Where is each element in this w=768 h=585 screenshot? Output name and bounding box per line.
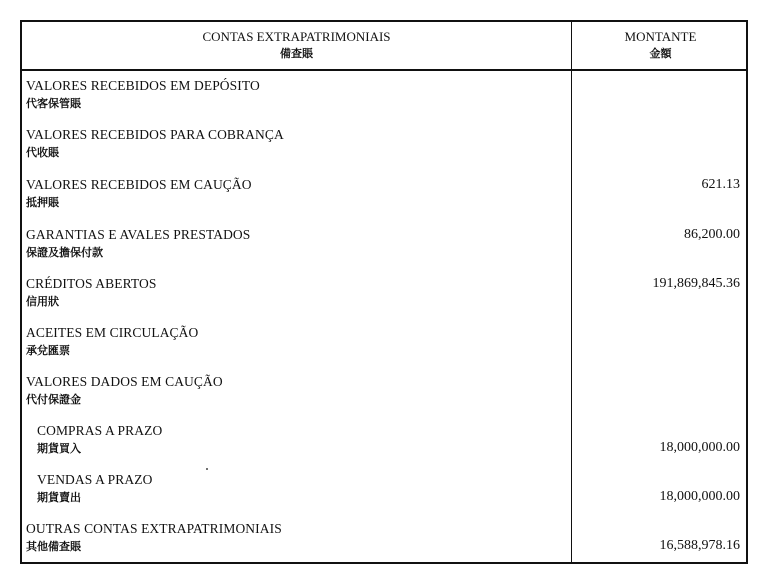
header-amount-label-pt: MONTANTE (624, 29, 697, 44)
table-row (22, 226, 746, 275)
account-label-pt: VENDAS A PRAZO (37, 472, 153, 487)
header-account-column (22, 28, 571, 62)
account-label-zh: 期貨賣出 (37, 491, 81, 504)
header-amount-column (573, 28, 748, 62)
account-label-zh: 代客保管賬 (26, 97, 81, 110)
table-row (22, 324, 746, 373)
table-row (22, 422, 746, 471)
amount-value: 191,869,845.36 (652, 276, 740, 291)
account-label (26, 373, 223, 408)
account-label (26, 126, 284, 161)
table-row (22, 77, 746, 126)
account-label-zh: 代付保證金 (26, 393, 81, 406)
header-account-label-pt: CONTAS EXTRAPATRIMONIAIS (202, 29, 391, 44)
account-label-zh: 承兌匯票 (26, 344, 70, 357)
table-row (22, 176, 746, 225)
account-label-pt: CRÉDITOS ABERTOS (26, 276, 157, 291)
table-row (22, 520, 746, 569)
amount-value: 621.13 (701, 177, 740, 192)
header-account-label-zh: 備查賬 (280, 47, 313, 60)
account-label-zh: 信用狀 (26, 295, 59, 308)
account-label-pt: GARANTIAS E AVALES PRESTADOS (26, 227, 251, 242)
account-label (37, 471, 152, 506)
account-label (37, 422, 162, 457)
scan-speck (206, 468, 208, 470)
off-balance-sheet-table (20, 20, 748, 564)
account-label (26, 176, 252, 211)
account-label-pt: VALORES DADOS EM CAUÇÃO (26, 374, 223, 389)
account-label-zh: 其他備查賬 (26, 540, 81, 553)
amount-value: 86,200.00 (684, 227, 740, 242)
account-label-zh: 保證及擔保付款 (26, 246, 103, 259)
account-label (26, 520, 282, 555)
header-divider (22, 69, 746, 71)
account-label-pt: VALORES RECEBIDOS EM CAUÇÃO (26, 177, 252, 192)
amount-value: 18,000,000.00 (659, 440, 740, 455)
amount-value: 16,588,978.16 (659, 538, 740, 553)
account-label-zh: 代收賬 (26, 146, 59, 159)
table-row (22, 275, 746, 324)
account-label (26, 275, 156, 310)
header-amount-label-zh: 金額 (649, 47, 672, 60)
amount-value: 18,000,000.00 (659, 489, 740, 504)
account-label (26, 226, 250, 261)
account-label-pt: VALORES RECEBIDOS EM DEPÓSITO (26, 78, 260, 93)
table-row (22, 126, 746, 175)
account-label-zh: 期貨買入 (37, 442, 81, 455)
account-label-pt: VALORES RECEBIDOS PARA COBRANÇA (26, 127, 284, 142)
account-label-pt: OUTRAS CONTAS EXTRAPATRIMONIAIS (26, 521, 282, 536)
account-label-pt: ACEITES EM CIRCULAÇÃO (26, 325, 199, 340)
account-label (26, 324, 198, 359)
table-row (22, 373, 746, 422)
account-label-zh: 抵押賬 (26, 196, 59, 209)
account-label-pt: COMPRAS A PRAZO (37, 423, 163, 438)
account-label (26, 77, 260, 112)
table-row (22, 471, 746, 520)
